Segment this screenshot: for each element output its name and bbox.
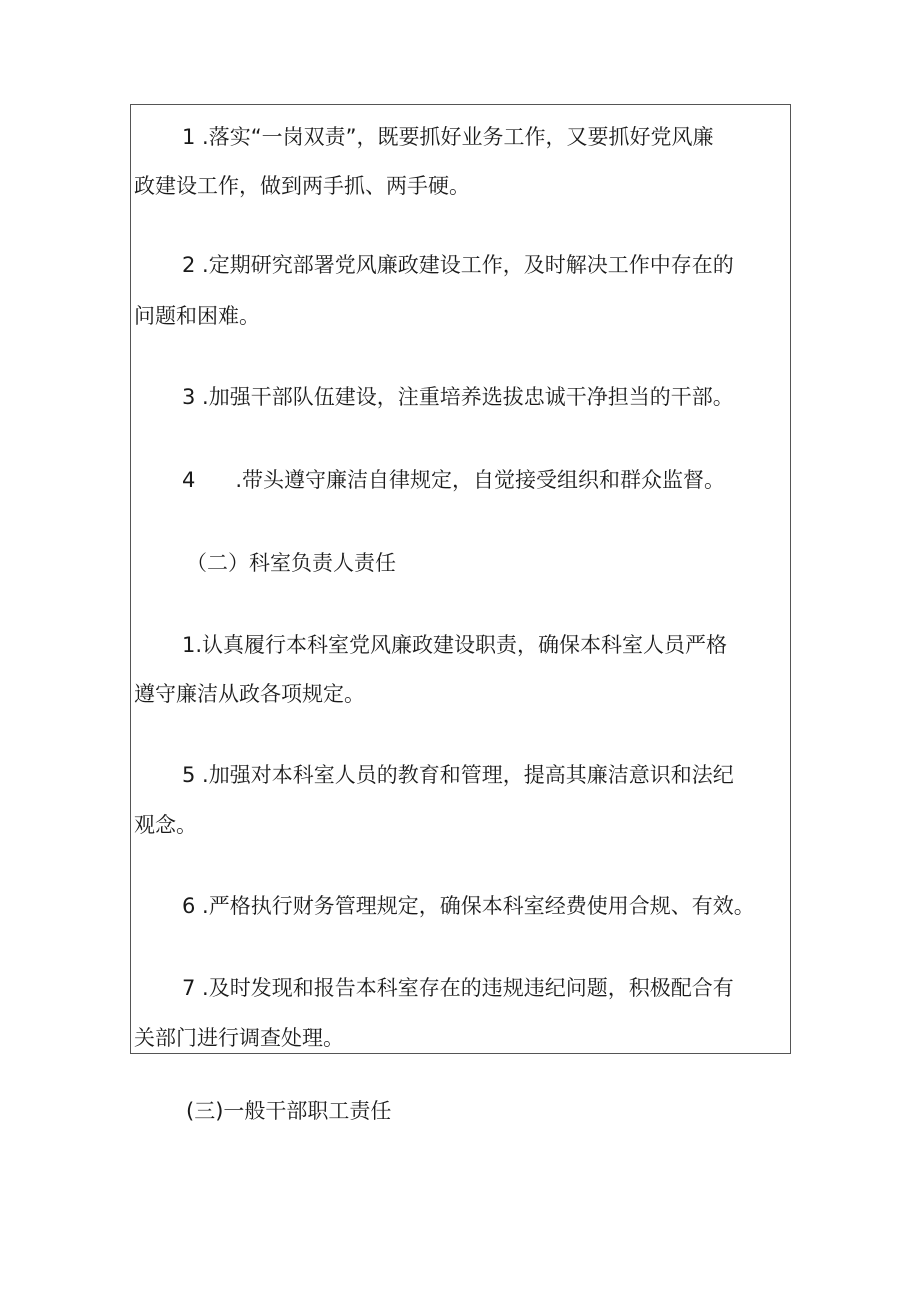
section-two-heading: （二）科室负责人责任 (186, 551, 396, 575)
leader-item-2-line-1: 2 .定期研究部署党风廉政建设工作，及时解决工作中存在的 (182, 253, 734, 277)
leader-item-4-number: 4 (182, 468, 196, 492)
section-two-item-6: 6 .严格执行财务管理规定，确保本科室经费使用合规、有效。 (182, 894, 755, 918)
section-two-item-5-line-2: 观念。 (134, 813, 197, 837)
section-two-item-5-line-1: 5 .加强对本科室人员的教育和管理，提高其廉洁意识和法纪 (182, 763, 734, 787)
section-two-item-7-line-2: 关部门进行调查处理。 (134, 1026, 344, 1050)
leader-item-2-line-2: 问题和困难。 (134, 304, 260, 328)
section-two-item-1-line-2: 遵守廉洁从政各项规定。 (134, 682, 365, 706)
leader-item-4 (182, 467, 725, 493)
leader-item-3: 3 .加强干部队伍建设，注重培养选拔忠诚干净担当的干部。 (182, 385, 734, 409)
leader-item-4-text: .带头遵守廉洁自律规定，自觉接受组织和群众监督。 (235, 468, 726, 492)
leader-item-1-line-2: 政建设工作，做到两手抓、两手硬。 (134, 174, 470, 198)
leader-item-1-line-1: 1 .落实“一岗双责”，既要抓好业务工作，又要抓好党风廉 (182, 125, 714, 149)
section-two-item-1-line-1: 1.认真履行本科室党风廉政建设职责，确保本科室人员严格 (182, 633, 728, 657)
section-three-heading: (三)一般干部职工责任 (186, 1099, 392, 1123)
section-two-item-7-line-1: 7 .及时发现和报告本科室存在的违规违纪问题，积极配合有 (182, 976, 734, 1000)
